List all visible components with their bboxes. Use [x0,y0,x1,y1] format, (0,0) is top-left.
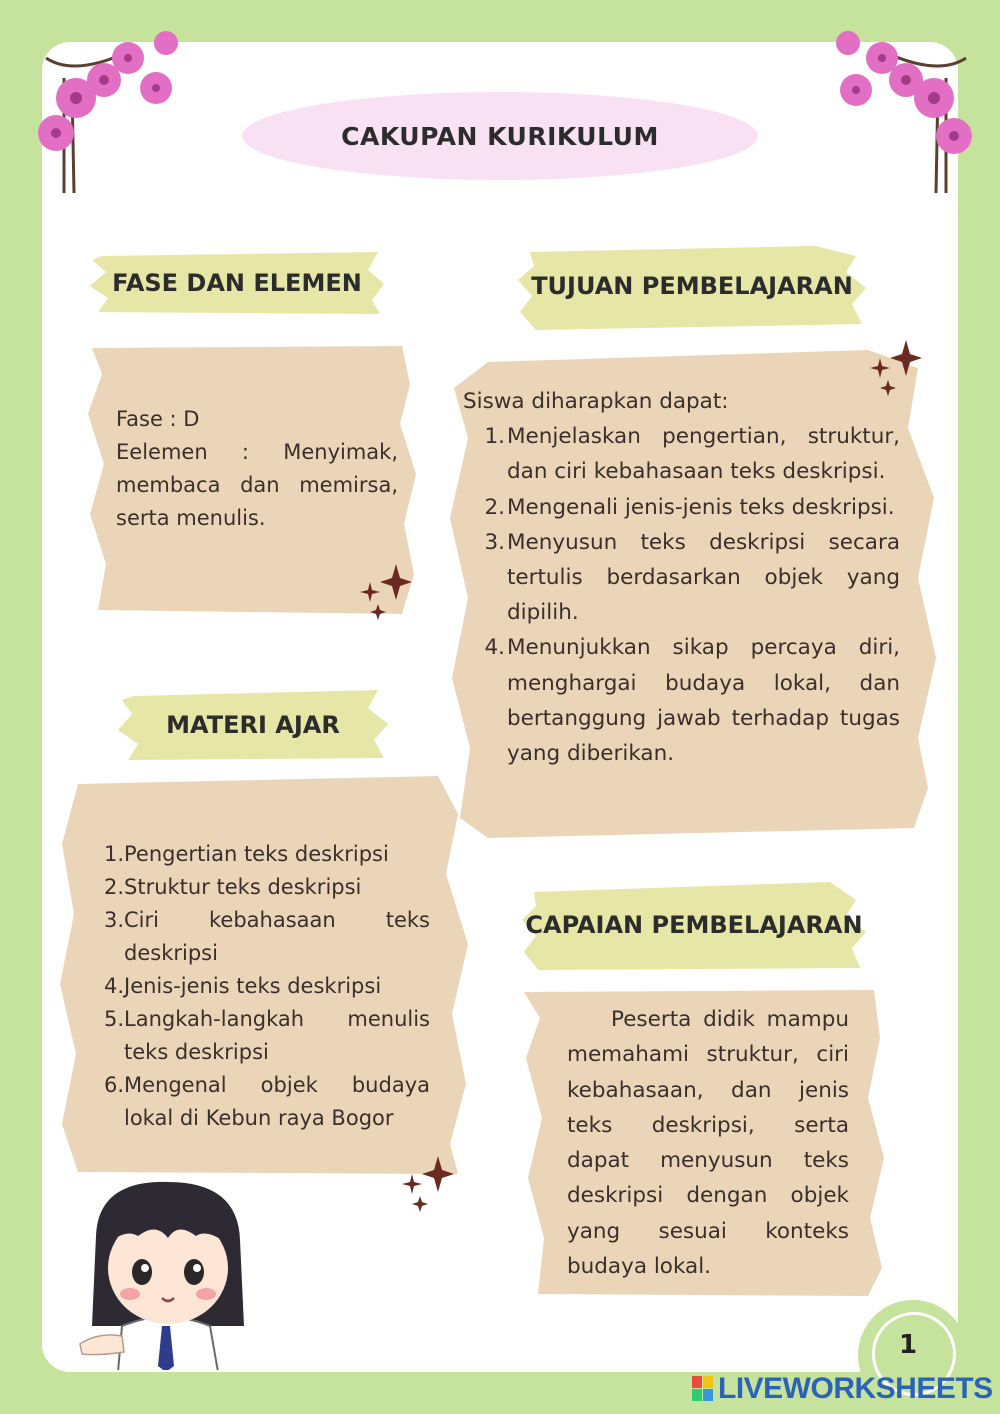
capaian-heading [520,876,868,974]
tujuan-list [463,419,900,771]
page-title: CAKUPAN KURIKULUM [242,92,758,180]
list-item: 3. Menyusun teks deskripsi secara tertulis berdasarkan objek yang dipilih. [484,529,900,626]
list-item: 3. Ciri kebahasaan teks deskripsi [103,908,430,965]
list-item: 1. Menjelaskan pengertian, struktur, dan ciri kebahasaan teks deskripsi. [484,424,900,485]
materi-list [100,838,430,1135]
liveworksheets-brand[interactable] [692,1372,993,1406]
fase-content [116,403,398,535]
list-item: 2. Struktur teks deskripsi [103,875,362,899]
orchid-flower-icon [16,18,186,193]
list-item: 6. Mengenal objek budaya lokal di Kebun raya Bogor [103,1073,430,1130]
elemen-line: Eelemen : Menyimak, [116,440,398,464]
list-item: 2. Mengenali jenis-jenis teks deskripsi. [484,494,895,520]
capaian-content [567,1002,849,1284]
fase-heading [88,250,386,316]
elemen-line: membaca dan memirsa, [116,473,398,497]
list-item: 5. Langkah-langkah menulis teks deskripsi [103,1007,430,1064]
tujuan-content [463,384,900,771]
list-item: 4. Jenis-jenis teks deskripsi [103,974,382,998]
orchid-flower-icon [826,18,996,193]
materi-content [100,838,430,1135]
fase-heading-label: FASE DAN ELEMEN [112,269,362,297]
liveworksheets-logo-icon [692,1376,714,1402]
student-girl-illustration [78,1176,254,1370]
list-item: 1. Pengertian teks deskripsi [103,842,389,866]
fase-line: Fase : D [116,407,200,431]
list-item: 4. Menunjukkan sikap percaya diri, menghargai budaya lokal, dan bertanggung jawab terhadap tugas yang diberikan. [484,635,900,767]
sparkle-icon [398,1156,454,1214]
brand-name: LIVEWORKSHEETS [718,1372,993,1405]
capaian-heading-label: CAPAIAN PEMBELAJARAN [525,911,863,939]
elemen-line: serta menulis. [116,506,266,530]
materi-heading-label: MATERI AJAR [166,711,340,739]
sparkle-icon [356,564,412,622]
tujuan-intro: Siswa diharapkan dapat: [463,389,729,414]
materi-heading [116,688,390,762]
page-number: 1 [898,1330,918,1360]
tujuan-heading-label: TUJUAN PEMBELAJARAN [531,272,853,300]
capaian-paragraph: Peserta didik mampu memahami struktur, ciri kebahasaan, dan jenis teks deskripsi, serta dapat menyusun teks deskripsi dengan objek yang sesuai konteks budaya lokal. [567,1007,849,1280]
tujuan-heading [516,238,868,334]
